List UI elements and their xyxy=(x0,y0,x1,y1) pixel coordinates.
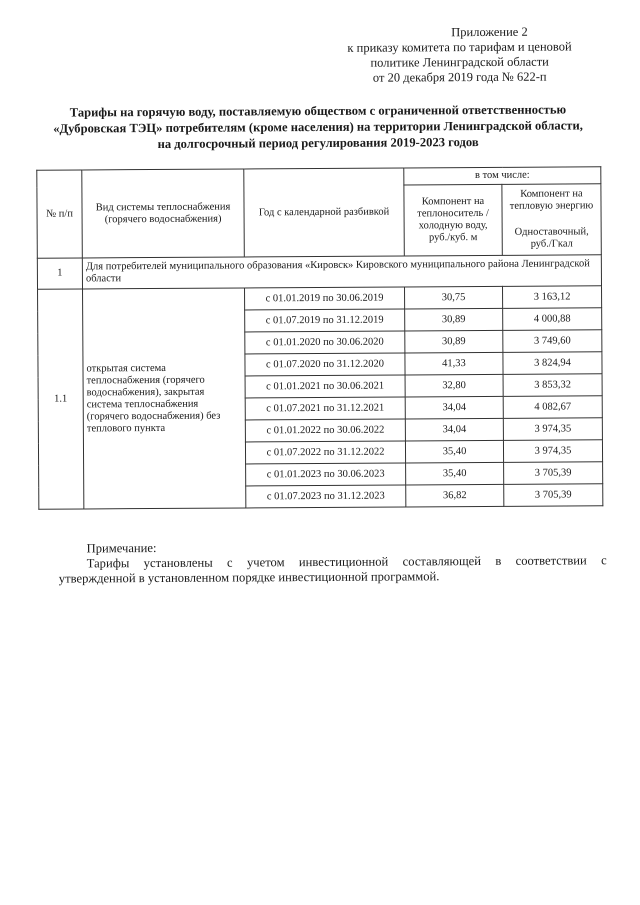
period-cell: с 01.07.2019 по 31.12.2019 xyxy=(245,309,405,332)
group-system-type: открытая система теплоснабжения (горячего водоснабжения), закрытая система теплоснабжения (горячего водоснабжения) без теплового пункта xyxy=(83,288,246,509)
header-component-energy-label: Компонент на тепловую энергию xyxy=(509,188,594,212)
energy-component-cell: 3 974,35 xyxy=(503,440,602,463)
period-cell: с 01.07.2020 по 31.12.2020 xyxy=(245,353,405,376)
note-line-2: утвержденной в установленном порядке инвестиционной программой. xyxy=(58,569,440,586)
header-including: в том числе: xyxy=(404,167,601,185)
water-component-cell: 30,75 xyxy=(405,286,503,309)
water-component-cell: 36,82 xyxy=(406,484,504,507)
water-component-cell: 41,33 xyxy=(405,352,503,375)
water-component-cell: 35,40 xyxy=(406,462,504,485)
group-num: 1.1 xyxy=(38,289,84,509)
note-line-1: Тарифы установлены с учетом инвестиционной составляющей в соответствии с xyxy=(86,553,607,571)
header-component-water: Компонент на теплоноситель / холодную воду, руб./куб. м xyxy=(404,184,502,256)
header-component-energy-note: Одноставочный, руб./Гкал xyxy=(514,226,589,250)
title-line-2: «Дубровская ТЭЦ» потребителям (кроме населения) на территории Ленинградской области, xyxy=(53,118,583,136)
header-period: Год с календарной разбивкой xyxy=(244,168,405,257)
appendix-header xyxy=(329,24,589,86)
period-cell: с 01.01.2019 по 30.06.2019 xyxy=(245,287,405,310)
water-component-cell: 32,80 xyxy=(405,374,503,397)
period-cell: с 01.01.2020 по 30.06.2020 xyxy=(245,331,405,354)
title-line-3: на долгосрочный период регулирования 2019-2023 годов xyxy=(157,135,479,151)
period-cell: с 01.01.2021 по 30.06.2021 xyxy=(245,375,405,398)
appendix-line-1: Приложение 2 xyxy=(451,24,528,40)
period-cell: с 01.07.2022 по 31.12.2022 xyxy=(245,441,405,464)
section-text: Для потребителей муниципального образования «Кировск» Кировского муниципального района Ленинградской области xyxy=(82,255,601,289)
appendix-line-3: политике Ленинградской области xyxy=(370,54,549,70)
note-block xyxy=(59,538,607,586)
header-component-energy xyxy=(502,184,601,256)
water-component-cell: 30,89 xyxy=(405,330,503,353)
document-title xyxy=(38,101,598,152)
energy-component-cell: 4 000,88 xyxy=(503,308,602,331)
energy-component-cell: 3 974,35 xyxy=(503,418,602,441)
note-title: Примечание: xyxy=(86,541,157,556)
period-cell: с 01.07.2021 по 31.12.2021 xyxy=(245,397,405,420)
header-num: № п/п xyxy=(37,170,83,258)
tariff-table xyxy=(36,166,603,509)
energy-component-cell: 3 705,39 xyxy=(504,462,603,485)
energy-component-cell: 3 163,12 xyxy=(503,286,602,309)
energy-component-cell: 3 749,60 xyxy=(503,330,602,353)
title-line-1: Тарифы на горячую воду, поставляемую обществом с ограниченной ответственностью xyxy=(69,102,567,120)
section-row xyxy=(37,255,601,289)
water-component-cell: 34,04 xyxy=(405,396,503,419)
period-cell: с 01.07.2023 по 31.12.2023 xyxy=(246,485,406,508)
appendix-line-2: к приказу комитета по тарифам и ценовой xyxy=(347,39,572,55)
water-component-cell: 35,40 xyxy=(405,440,503,463)
period-cell: с 01.01.2023 по 30.06.2023 xyxy=(246,463,406,486)
energy-component-cell: 3 824,94 xyxy=(503,352,602,375)
section-num: 1 xyxy=(37,258,82,289)
water-component-cell: 30,89 xyxy=(405,308,503,331)
header-system-type: Вид системы теплоснабжения (горячего водоснабжения) xyxy=(82,169,245,258)
energy-component-cell: 3 853,32 xyxy=(503,374,602,397)
energy-component-cell: 4 082,67 xyxy=(503,396,602,419)
energy-component-cell: 3 705,39 xyxy=(504,484,603,507)
appendix-line-4: от 20 декабря 2019 года № 622-п xyxy=(372,69,547,85)
water-component-cell: 34,04 xyxy=(405,418,503,441)
period-cell: с 01.01.2022 по 30.06.2022 xyxy=(245,419,405,442)
